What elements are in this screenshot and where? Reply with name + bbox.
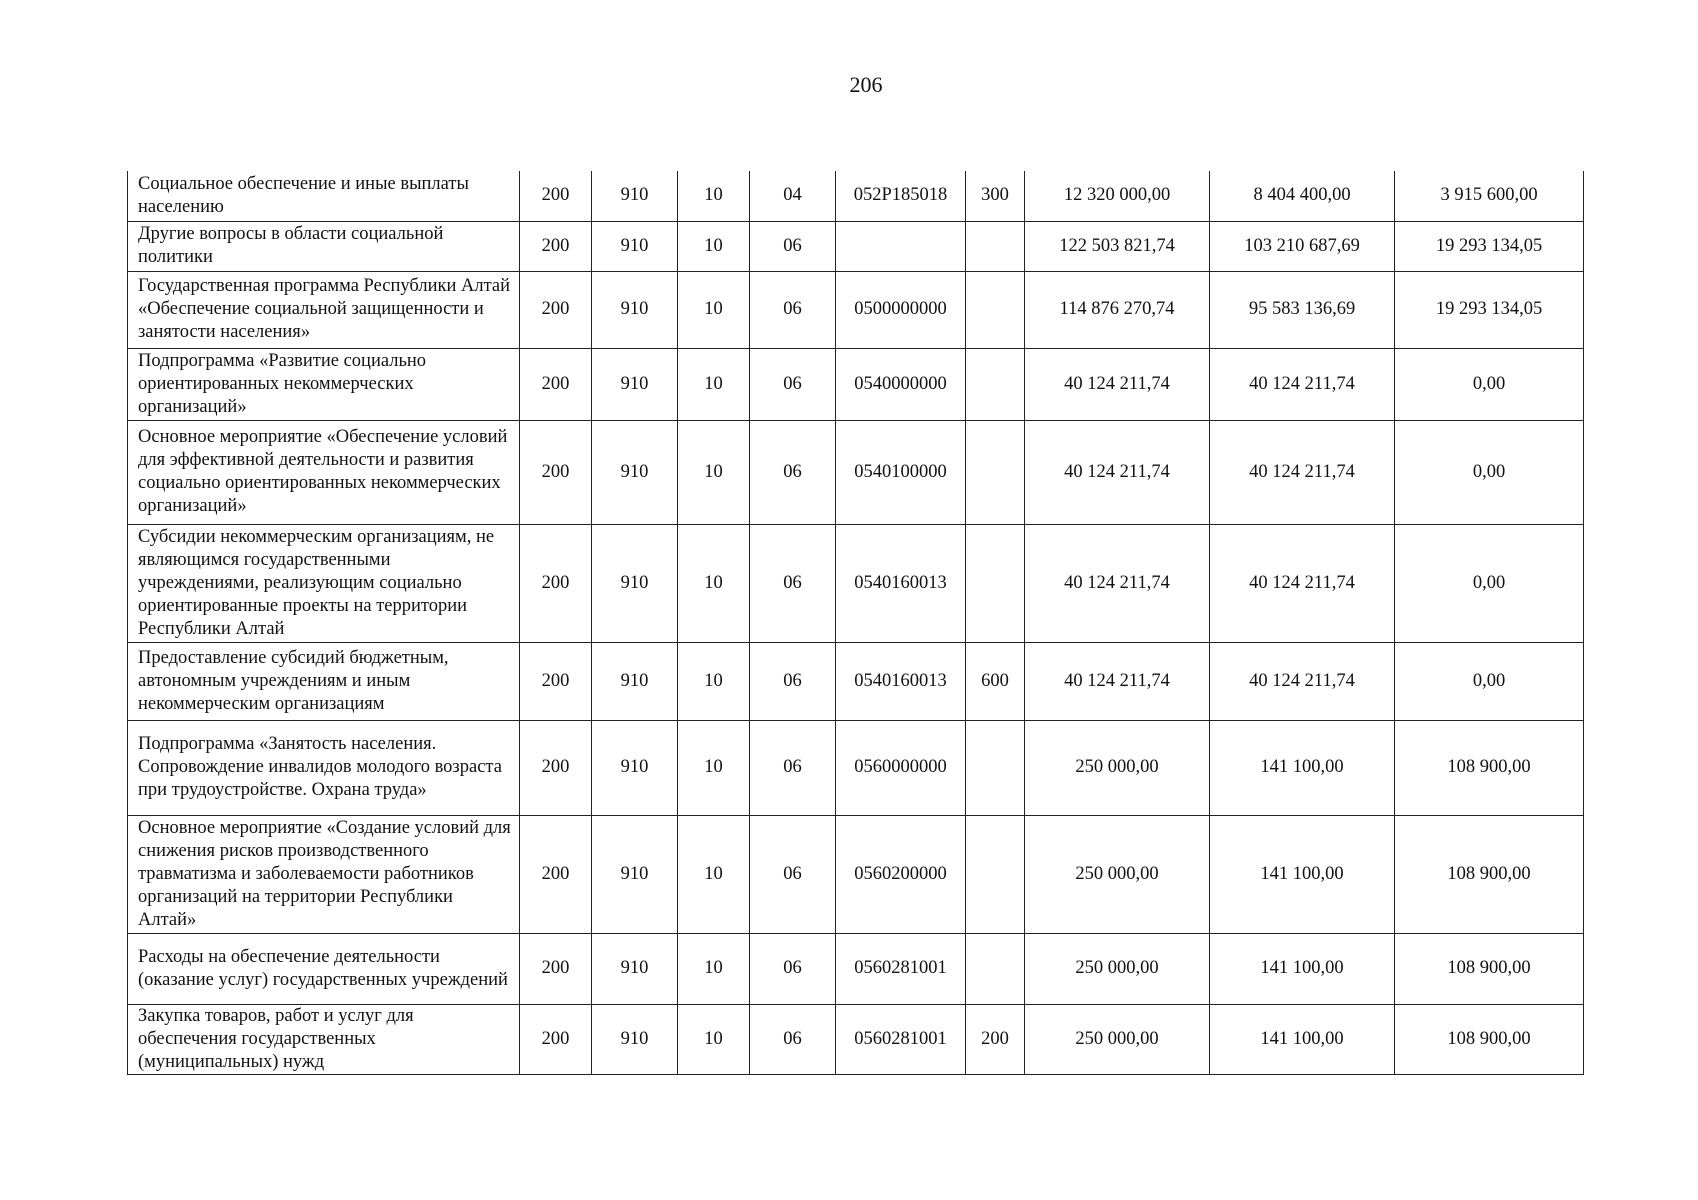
table-row [128,720,1584,815]
table-row [128,1004,1584,1074]
subsection-cell: 04 [750,171,836,221]
subsection-cell: 06 [750,933,836,1004]
amount-2-cell: 40 124 211,74 [1210,348,1395,420]
amount-2-cell: 8 404 400,00 [1210,171,1395,221]
ministry-code-cell: 910 [592,524,678,642]
section-cell: 10 [678,271,750,348]
table-row [128,642,1584,720]
expense-type-cell: 600 [966,642,1025,720]
table-row [128,524,1584,642]
expense-type-cell [966,720,1025,815]
amount-2-cell: 141 100,00 [1210,720,1395,815]
ministry-code-cell: 910 [592,221,678,271]
amount-3-cell: 108 900,00 [1395,815,1584,933]
amount-3-cell: 19 293 134,05 [1395,221,1584,271]
ministry-code-cell: 910 [592,720,678,815]
expense-type-cell [966,420,1025,524]
amount-2-cell: 141 100,00 [1210,1004,1395,1074]
section-code-cell: 200 [520,420,592,524]
amount-1-cell: 12 320 000,00 [1025,171,1210,221]
ministry-code-cell: 910 [592,271,678,348]
table-row [128,815,1584,933]
section-cell: 10 [678,720,750,815]
amount-1-cell: 40 124 211,74 [1025,348,1210,420]
target-article-cell: 0540160013 [836,524,966,642]
amount-3-cell: 0,00 [1395,642,1584,720]
subsection-cell: 06 [750,221,836,271]
table-row [128,933,1584,1004]
amount-2-cell: 95 583 136,69 [1210,271,1395,348]
row-name-cell: Расходы на обеспечение деятельности (оказание услуг) государственных учреждений [128,933,520,1004]
amount-1-cell: 250 000,00 [1025,815,1210,933]
target-article-cell: 0540160013 [836,642,966,720]
subsection-cell: 06 [750,348,836,420]
expense-type-cell [966,524,1025,642]
subsection-cell: 06 [750,524,836,642]
table-row [128,221,1584,271]
section-code-cell: 200 [520,221,592,271]
ministry-code-cell: 910 [592,420,678,524]
amount-2-cell: 40 124 211,74 [1210,642,1395,720]
page-number: 206 [849,72,883,97]
target-article-cell: 0540000000 [836,348,966,420]
table-row [128,420,1584,524]
table-row [128,271,1584,348]
target-article-cell: 052P185018 [836,171,966,221]
row-name-cell: Подпрограмма «Занятость населения. Сопровождение инвалидов молодого возраста при трудоустройстве. Охрана труда» [128,720,520,815]
section-code-cell: 200 [520,933,592,1004]
section-cell: 10 [678,524,750,642]
target-article-cell: 0560281001 [836,933,966,1004]
expense-type-cell [966,221,1025,271]
ministry-code-cell: 910 [592,171,678,221]
target-article-cell: 0560200000 [836,815,966,933]
amount-3-cell: 0,00 [1395,524,1584,642]
amount-3-cell: 108 900,00 [1395,1004,1584,1074]
section-cell: 10 [678,171,750,221]
subsection-cell: 06 [750,815,836,933]
expense-type-cell: 200 [966,1004,1025,1074]
amount-1-cell: 122 503 821,74 [1025,221,1210,271]
section-code-cell: 200 [520,271,592,348]
row-name-cell: Другие вопросы в области социальной политики [128,221,520,271]
amount-1-cell: 114 876 270,74 [1025,271,1210,348]
target-article-cell: 0560000000 [836,720,966,815]
expense-type-cell: 300 [966,171,1025,221]
subsection-cell: 06 [750,720,836,815]
ministry-code-cell: 910 [592,642,678,720]
amount-3-cell: 3 915 600,00 [1395,171,1584,221]
amount-1-cell: 250 000,00 [1025,720,1210,815]
row-name-cell: Государственная программа Республики Алтай «Обеспечение социальной защищенности и занятости населения» [128,271,520,348]
amount-3-cell: 19 293 134,05 [1395,271,1584,348]
target-article-cell: 0560281001 [836,1004,966,1074]
section-code-cell: 200 [520,642,592,720]
amount-1-cell: 40 124 211,74 [1025,420,1210,524]
section-cell: 10 [678,420,750,524]
target-article-cell: 0500000000 [836,271,966,348]
amount-3-cell: 0,00 [1395,420,1584,524]
row-name-cell: Социальное обеспечение и иные выплаты населению [128,171,520,221]
amount-1-cell: 250 000,00 [1025,1004,1210,1074]
expense-type-cell [966,271,1025,348]
amount-2-cell: 40 124 211,74 [1210,420,1395,524]
expense-type-cell [966,933,1025,1004]
section-code-cell: 200 [520,815,592,933]
section-code-cell: 200 [520,524,592,642]
subsection-cell: 06 [750,271,836,348]
amount-3-cell: 108 900,00 [1395,933,1584,1004]
amount-2-cell: 40 124 211,74 [1210,524,1395,642]
amount-1-cell: 250 000,00 [1025,933,1210,1004]
table-row [128,171,1584,221]
row-name-cell: Предоставление субсидий бюджетным, автономным учреждениям и иным некоммерческим организациям [128,642,520,720]
expense-type-cell [966,348,1025,420]
table-body [128,171,1584,1074]
section-cell: 10 [678,642,750,720]
row-name-cell: Основное мероприятие «Обеспечение условий для эффективной деятельности и развития социально ориентированных некоммерческих организаций» [128,420,520,524]
expense-type-cell [966,815,1025,933]
row-name-cell: Субсидии некоммерческим организациям, не являющимся государственными учреждениями, реализующим социально ориентированные проекты на территории Республики Алтай [128,524,520,642]
amount-3-cell: 0,00 [1395,348,1584,420]
target-article-cell [836,221,966,271]
row-name-cell: Основное мероприятие «Создание условий для снижения рисков производственного травматизма и заболеваемости работников организаций на территории Республики Алтай» [128,815,520,933]
subsection-cell: 06 [750,420,836,524]
section-cell: 10 [678,933,750,1004]
section-cell: 10 [678,221,750,271]
section-cell: 10 [678,348,750,420]
table-row [128,348,1584,420]
section-code-cell: 200 [520,171,592,221]
ministry-code-cell: 910 [592,348,678,420]
amount-2-cell: 141 100,00 [1210,933,1395,1004]
section-cell: 10 [678,1004,750,1074]
ministry-code-cell: 910 [592,1004,678,1074]
section-code-cell: 200 [520,1004,592,1074]
subsection-cell: 06 [750,1004,836,1074]
amount-2-cell: 103 210 687,69 [1210,221,1395,271]
subsection-cell: 06 [750,642,836,720]
ministry-code-cell: 910 [592,815,678,933]
row-name-cell: Закупка товаров, работ и услуг для обеспечения государственных (муниципальных) нужд [128,1004,520,1074]
budget-table [127,171,1584,1075]
section-code-cell: 200 [520,348,592,420]
section-cell: 10 [678,815,750,933]
amount-1-cell: 40 124 211,74 [1025,642,1210,720]
target-article-cell: 0540100000 [836,420,966,524]
ministry-code-cell: 910 [592,933,678,1004]
amount-1-cell: 40 124 211,74 [1025,524,1210,642]
amount-2-cell: 141 100,00 [1210,815,1395,933]
section-code-cell: 200 [520,720,592,815]
amount-3-cell: 108 900,00 [1395,720,1584,815]
row-name-cell: Подпрограмма «Развитие социально ориентированных некоммерческих организаций» [128,348,520,420]
